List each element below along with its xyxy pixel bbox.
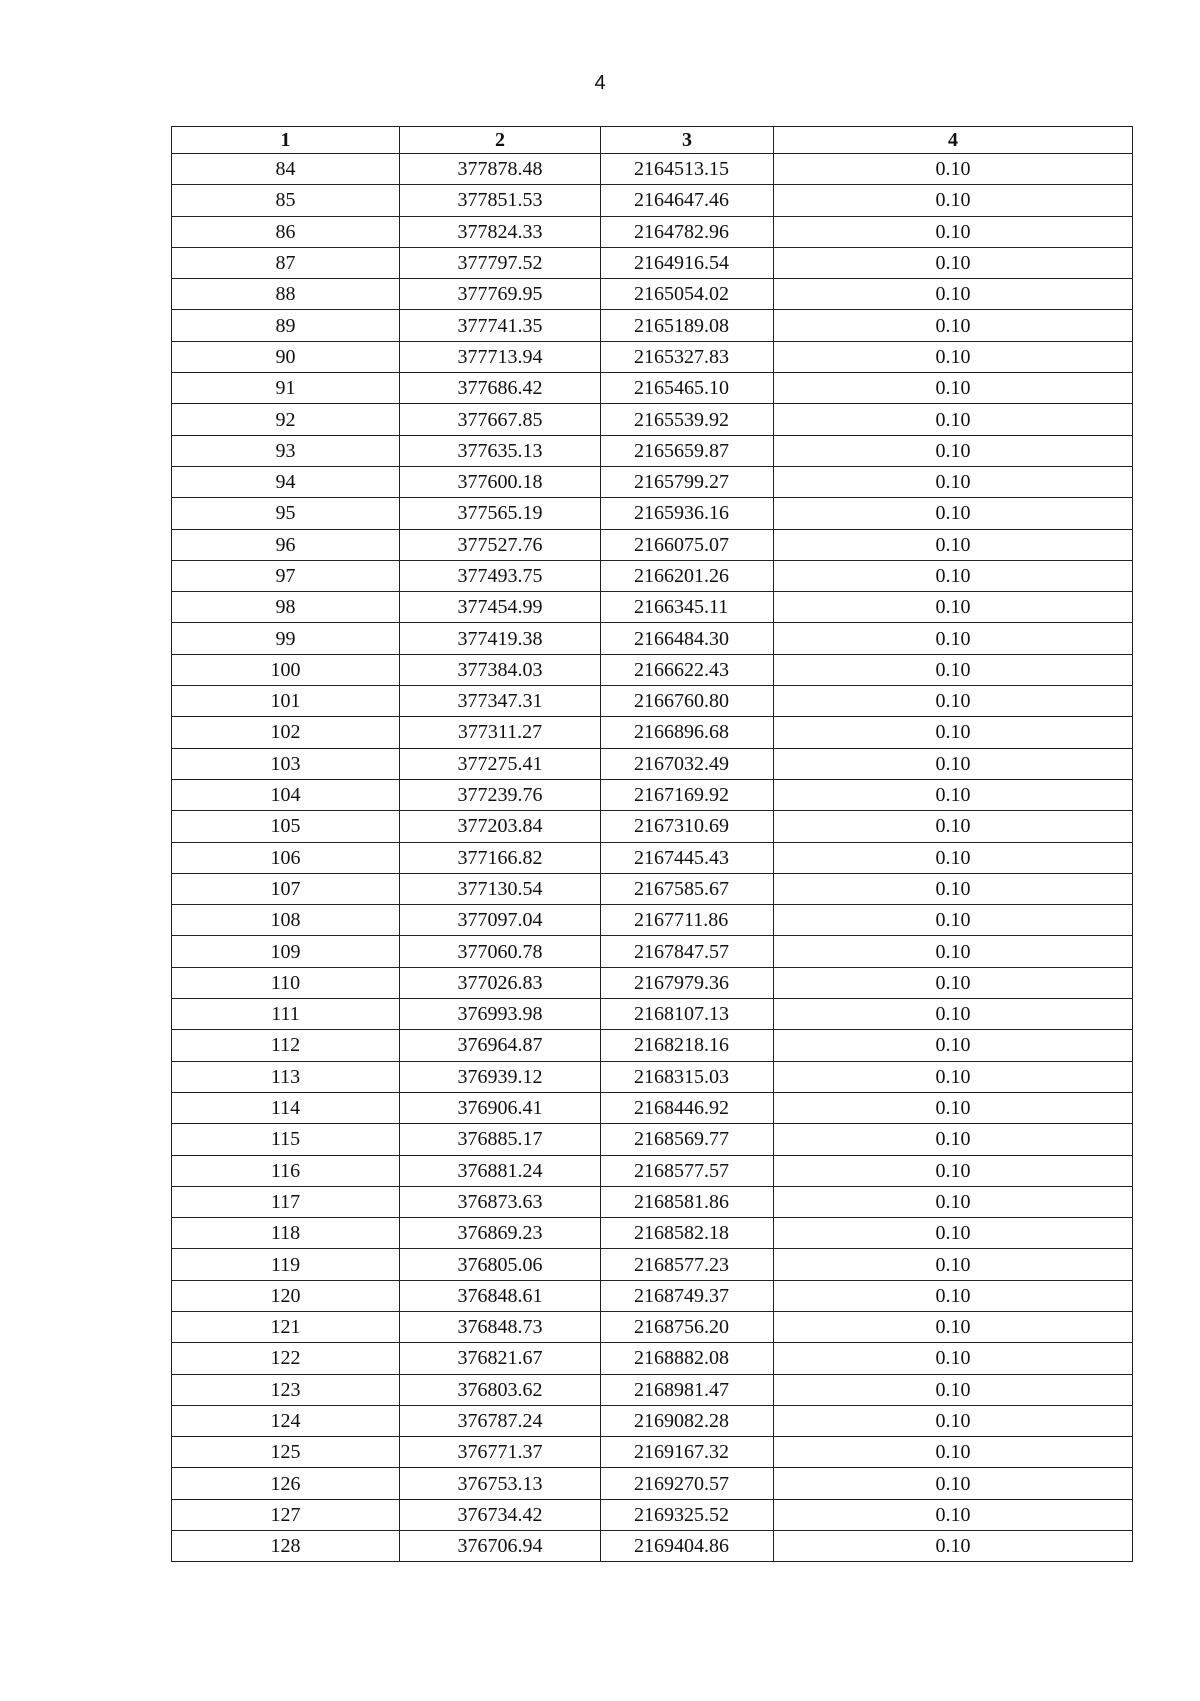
point-number-cell: 124 — [172, 1405, 400, 1436]
x-coordinate-cell: 376771.37 — [400, 1437, 601, 1468]
y-coordinate-cell: 2165936.16 — [601, 498, 774, 529]
accuracy-cell: 0.10 — [774, 842, 1133, 873]
accuracy-cell: 0.10 — [774, 654, 1133, 685]
point-number-cell: 105 — [172, 811, 400, 842]
point-number-cell: 102 — [172, 717, 400, 748]
accuracy-cell: 0.10 — [774, 1468, 1133, 1499]
table-row — [172, 185, 1133, 216]
accuracy-cell: 0.10 — [774, 1155, 1133, 1186]
table-row — [172, 1186, 1133, 1217]
coordinates-table — [171, 126, 1133, 1562]
y-coordinate-cell: 2167169.92 — [601, 779, 774, 810]
table-row — [172, 560, 1133, 591]
y-coordinate-cell: 2169082.28 — [601, 1405, 774, 1436]
accuracy-cell: 0.10 — [774, 748, 1133, 779]
x-coordinate-cell: 377493.75 — [400, 560, 601, 591]
accuracy-cell: 0.10 — [774, 1061, 1133, 1092]
table-body — [172, 154, 1133, 1562]
table-row — [172, 967, 1133, 998]
point-number-cell: 101 — [172, 686, 400, 717]
point-number-cell: 128 — [172, 1531, 400, 1562]
point-number-cell: 113 — [172, 1061, 400, 1092]
accuracy-cell: 0.10 — [774, 1311, 1133, 1342]
table-row — [172, 1311, 1133, 1342]
accuracy-cell: 0.10 — [774, 435, 1133, 466]
accuracy-cell: 0.10 — [774, 873, 1133, 904]
accuracy-cell: 0.10 — [774, 1343, 1133, 1374]
point-number-cell: 103 — [172, 748, 400, 779]
x-coordinate-cell: 376803.62 — [400, 1374, 601, 1405]
y-coordinate-cell: 2167032.49 — [601, 748, 774, 779]
point-number-cell: 112 — [172, 1030, 400, 1061]
accuracy-cell: 0.10 — [774, 936, 1133, 967]
table-row — [172, 842, 1133, 873]
x-coordinate-cell: 377635.13 — [400, 435, 601, 466]
point-number-cell: 115 — [172, 1124, 400, 1155]
point-number-cell: 92 — [172, 404, 400, 435]
y-coordinate-cell: 2168218.16 — [601, 1030, 774, 1061]
accuracy-cell: 0.10 — [774, 967, 1133, 998]
table-row — [172, 498, 1133, 529]
y-coordinate-cell: 2164647.46 — [601, 185, 774, 216]
table-row — [172, 1030, 1133, 1061]
accuracy-cell: 0.10 — [774, 466, 1133, 497]
x-coordinate-cell: 377741.35 — [400, 310, 601, 341]
point-number-cell: 95 — [172, 498, 400, 529]
x-coordinate-cell: 377667.85 — [400, 404, 601, 435]
x-coordinate-cell: 376964.87 — [400, 1030, 601, 1061]
table-row — [172, 1343, 1133, 1374]
accuracy-cell: 0.10 — [774, 1531, 1133, 1562]
y-coordinate-cell: 2166760.80 — [601, 686, 774, 717]
point-number-cell: 122 — [172, 1343, 400, 1374]
table-row — [172, 279, 1133, 310]
page-number: 4 — [594, 72, 606, 94]
x-coordinate-cell: 377878.48 — [400, 154, 601, 185]
y-coordinate-cell: 2166075.07 — [601, 529, 774, 560]
table-row — [172, 905, 1133, 936]
point-number-cell: 94 — [172, 466, 400, 497]
x-coordinate-cell: 377239.76 — [400, 779, 601, 810]
point-number-cell: 84 — [172, 154, 400, 185]
table-row — [172, 1218, 1133, 1249]
accuracy-cell: 0.10 — [774, 154, 1133, 185]
y-coordinate-cell: 2165465.10 — [601, 373, 774, 404]
point-number-cell: 91 — [172, 373, 400, 404]
accuracy-cell: 0.10 — [774, 247, 1133, 278]
y-coordinate-cell: 2166201.26 — [601, 560, 774, 591]
column-header: 2 — [400, 127, 601, 154]
accuracy-cell: 0.10 — [774, 341, 1133, 372]
table-row — [172, 1374, 1133, 1405]
accuracy-cell: 0.10 — [774, 216, 1133, 247]
accuracy-cell: 0.10 — [774, 592, 1133, 623]
y-coordinate-cell: 2168569.77 — [601, 1124, 774, 1155]
accuracy-cell: 0.10 — [774, 1437, 1133, 1468]
point-number-cell: 126 — [172, 1468, 400, 1499]
accuracy-cell: 0.10 — [774, 404, 1133, 435]
point-number-cell: 109 — [172, 936, 400, 967]
column-header: 4 — [774, 127, 1133, 154]
table-row — [172, 654, 1133, 685]
x-coordinate-cell: 377275.41 — [400, 748, 601, 779]
accuracy-cell: 0.10 — [774, 779, 1133, 810]
x-coordinate-cell: 377769.95 — [400, 279, 601, 310]
point-number-cell: 89 — [172, 310, 400, 341]
table-row — [172, 999, 1133, 1030]
accuracy-cell: 0.10 — [774, 1280, 1133, 1311]
x-coordinate-cell: 377203.84 — [400, 811, 601, 842]
point-number-cell: 107 — [172, 873, 400, 904]
x-coordinate-cell: 376787.24 — [400, 1405, 601, 1436]
x-coordinate-cell: 376881.24 — [400, 1155, 601, 1186]
table-row — [172, 404, 1133, 435]
x-coordinate-cell: 376821.67 — [400, 1343, 601, 1374]
x-coordinate-cell: 377311.27 — [400, 717, 601, 748]
table-row — [172, 1405, 1133, 1436]
x-coordinate-cell: 376939.12 — [400, 1061, 601, 1092]
y-coordinate-cell: 2168315.03 — [601, 1061, 774, 1092]
accuracy-cell: 0.10 — [774, 1499, 1133, 1530]
x-coordinate-cell: 377797.52 — [400, 247, 601, 278]
x-coordinate-cell: 377851.53 — [400, 185, 601, 216]
y-coordinate-cell: 2169325.52 — [601, 1499, 774, 1530]
table-row — [172, 873, 1133, 904]
x-coordinate-cell: 376885.17 — [400, 1124, 601, 1155]
point-number-cell: 106 — [172, 842, 400, 873]
table-row — [172, 341, 1133, 372]
table-row — [172, 1092, 1133, 1123]
x-coordinate-cell: 376753.13 — [400, 1468, 601, 1499]
y-coordinate-cell: 2169270.57 — [601, 1468, 774, 1499]
accuracy-cell: 0.10 — [774, 1124, 1133, 1155]
y-coordinate-cell: 2168577.23 — [601, 1249, 774, 1280]
table-row — [172, 592, 1133, 623]
y-coordinate-cell: 2166896.68 — [601, 717, 774, 748]
x-coordinate-cell: 377419.38 — [400, 623, 601, 654]
x-coordinate-cell: 377565.19 — [400, 498, 601, 529]
y-coordinate-cell: 2167445.43 — [601, 842, 774, 873]
x-coordinate-cell: 377527.76 — [400, 529, 601, 560]
accuracy-cell: 0.10 — [774, 1249, 1133, 1280]
y-coordinate-cell: 2167585.67 — [601, 873, 774, 904]
y-coordinate-cell: 2168581.86 — [601, 1186, 774, 1217]
table-row — [172, 717, 1133, 748]
point-number-cell: 90 — [172, 341, 400, 372]
point-number-cell: 97 — [172, 560, 400, 591]
point-number-cell: 98 — [172, 592, 400, 623]
y-coordinate-cell: 2167979.36 — [601, 967, 774, 998]
accuracy-cell: 0.10 — [774, 185, 1133, 216]
point-number-cell: 87 — [172, 247, 400, 278]
y-coordinate-cell: 2164782.96 — [601, 216, 774, 247]
table-row — [172, 811, 1133, 842]
point-number-cell: 114 — [172, 1092, 400, 1123]
point-number-cell: 99 — [172, 623, 400, 654]
x-coordinate-cell: 377384.03 — [400, 654, 601, 685]
y-coordinate-cell: 2168756.20 — [601, 1311, 774, 1342]
x-coordinate-cell: 377600.18 — [400, 466, 601, 497]
x-coordinate-cell: 377347.31 — [400, 686, 601, 717]
table-row — [172, 1280, 1133, 1311]
table-row — [172, 466, 1133, 497]
y-coordinate-cell: 2168882.08 — [601, 1343, 774, 1374]
accuracy-cell: 0.10 — [774, 1092, 1133, 1123]
accuracy-cell: 0.10 — [774, 1218, 1133, 1249]
table-row — [172, 779, 1133, 810]
table-row — [172, 623, 1133, 654]
table-row — [172, 1124, 1133, 1155]
y-coordinate-cell: 2165659.87 — [601, 435, 774, 466]
point-number-cell: 93 — [172, 435, 400, 466]
y-coordinate-cell: 2169167.32 — [601, 1437, 774, 1468]
table-row — [172, 216, 1133, 247]
x-coordinate-cell: 376805.06 — [400, 1249, 601, 1280]
x-coordinate-cell: 376706.94 — [400, 1531, 601, 1562]
table-row — [172, 1468, 1133, 1499]
accuracy-cell: 0.10 — [774, 1374, 1133, 1405]
accuracy-cell: 0.10 — [774, 373, 1133, 404]
table-row — [172, 310, 1133, 341]
table-row — [172, 247, 1133, 278]
column-header: 3 — [601, 127, 774, 154]
point-number-cell: 127 — [172, 1499, 400, 1530]
y-coordinate-cell: 2168582.18 — [601, 1218, 774, 1249]
point-number-cell: 104 — [172, 779, 400, 810]
table-row — [172, 373, 1133, 404]
y-coordinate-cell: 2164513.15 — [601, 154, 774, 185]
x-coordinate-cell: 376848.61 — [400, 1280, 601, 1311]
point-number-cell: 85 — [172, 185, 400, 216]
table-row — [172, 435, 1133, 466]
point-number-cell: 116 — [172, 1155, 400, 1186]
accuracy-cell: 0.10 — [774, 686, 1133, 717]
x-coordinate-cell: 376993.98 — [400, 999, 601, 1030]
y-coordinate-cell: 2166345.11 — [601, 592, 774, 623]
accuracy-cell: 0.10 — [774, 811, 1133, 842]
column-header: 1 — [172, 127, 400, 154]
x-coordinate-cell: 377166.82 — [400, 842, 601, 873]
y-coordinate-cell: 2168446.92 — [601, 1092, 774, 1123]
point-number-cell: 119 — [172, 1249, 400, 1280]
x-coordinate-cell: 376869.23 — [400, 1218, 601, 1249]
y-coordinate-cell: 2167711.86 — [601, 905, 774, 936]
point-number-cell: 100 — [172, 654, 400, 685]
x-coordinate-cell: 376848.73 — [400, 1311, 601, 1342]
y-coordinate-cell: 2167310.69 — [601, 811, 774, 842]
x-coordinate-cell: 377026.83 — [400, 967, 601, 998]
x-coordinate-cell: 377060.78 — [400, 936, 601, 967]
y-coordinate-cell: 2164916.54 — [601, 247, 774, 278]
x-coordinate-cell: 377454.99 — [400, 592, 601, 623]
point-number-cell: 117 — [172, 1186, 400, 1217]
point-number-cell: 121 — [172, 1311, 400, 1342]
point-number-cell: 96 — [172, 529, 400, 560]
x-coordinate-cell: 377713.94 — [400, 341, 601, 372]
table-row — [172, 1437, 1133, 1468]
y-coordinate-cell: 2168107.13 — [601, 999, 774, 1030]
y-coordinate-cell: 2165054.02 — [601, 279, 774, 310]
x-coordinate-cell: 377097.04 — [400, 905, 601, 936]
point-number-cell: 123 — [172, 1374, 400, 1405]
x-coordinate-cell: 376906.41 — [400, 1092, 601, 1123]
accuracy-cell: 0.10 — [774, 560, 1133, 591]
y-coordinate-cell: 2168749.37 — [601, 1280, 774, 1311]
table-row — [172, 686, 1133, 717]
accuracy-cell: 0.10 — [774, 623, 1133, 654]
point-number-cell: 110 — [172, 967, 400, 998]
table-row — [172, 1499, 1133, 1530]
accuracy-cell: 0.10 — [774, 279, 1133, 310]
y-coordinate-cell: 2169404.86 — [601, 1531, 774, 1562]
y-coordinate-cell: 2168981.47 — [601, 1374, 774, 1405]
accuracy-cell: 0.10 — [774, 1405, 1133, 1436]
accuracy-cell: 0.10 — [774, 498, 1133, 529]
x-coordinate-cell: 377824.33 — [400, 216, 601, 247]
point-number-cell: 108 — [172, 905, 400, 936]
y-coordinate-cell: 2167847.57 — [601, 936, 774, 967]
point-number-cell: 125 — [172, 1437, 400, 1468]
table-row — [172, 529, 1133, 560]
x-coordinate-cell: 376873.63 — [400, 1186, 601, 1217]
accuracy-cell: 0.10 — [774, 999, 1133, 1030]
table-row — [172, 1249, 1133, 1280]
table-row — [172, 154, 1133, 185]
table-row — [172, 748, 1133, 779]
point-number-cell: 88 — [172, 279, 400, 310]
y-coordinate-cell: 2168577.57 — [601, 1155, 774, 1186]
y-coordinate-cell: 2165799.27 — [601, 466, 774, 497]
x-coordinate-cell: 377686.42 — [400, 373, 601, 404]
accuracy-cell: 0.10 — [774, 1186, 1133, 1217]
y-coordinate-cell: 2165327.83 — [601, 341, 774, 372]
x-coordinate-cell: 376734.42 — [400, 1499, 601, 1530]
point-number-cell: 86 — [172, 216, 400, 247]
point-number-cell: 118 — [172, 1218, 400, 1249]
accuracy-cell: 0.10 — [774, 905, 1133, 936]
accuracy-cell: 0.10 — [774, 717, 1133, 748]
y-coordinate-cell: 2165189.08 — [601, 310, 774, 341]
table-row — [172, 1531, 1133, 1562]
y-coordinate-cell: 2166484.30 — [601, 623, 774, 654]
table-row — [172, 1155, 1133, 1186]
y-coordinate-cell: 2166622.43 — [601, 654, 774, 685]
table-row — [172, 1061, 1133, 1092]
point-number-cell: 120 — [172, 1280, 400, 1311]
x-coordinate-cell: 377130.54 — [400, 873, 601, 904]
accuracy-cell: 0.10 — [774, 1030, 1133, 1061]
table-header-row — [172, 127, 1133, 154]
accuracy-cell: 0.10 — [774, 310, 1133, 341]
table-row — [172, 936, 1133, 967]
point-number-cell: 111 — [172, 999, 400, 1030]
y-coordinate-cell: 2165539.92 — [601, 404, 774, 435]
accuracy-cell: 0.10 — [774, 529, 1133, 560]
